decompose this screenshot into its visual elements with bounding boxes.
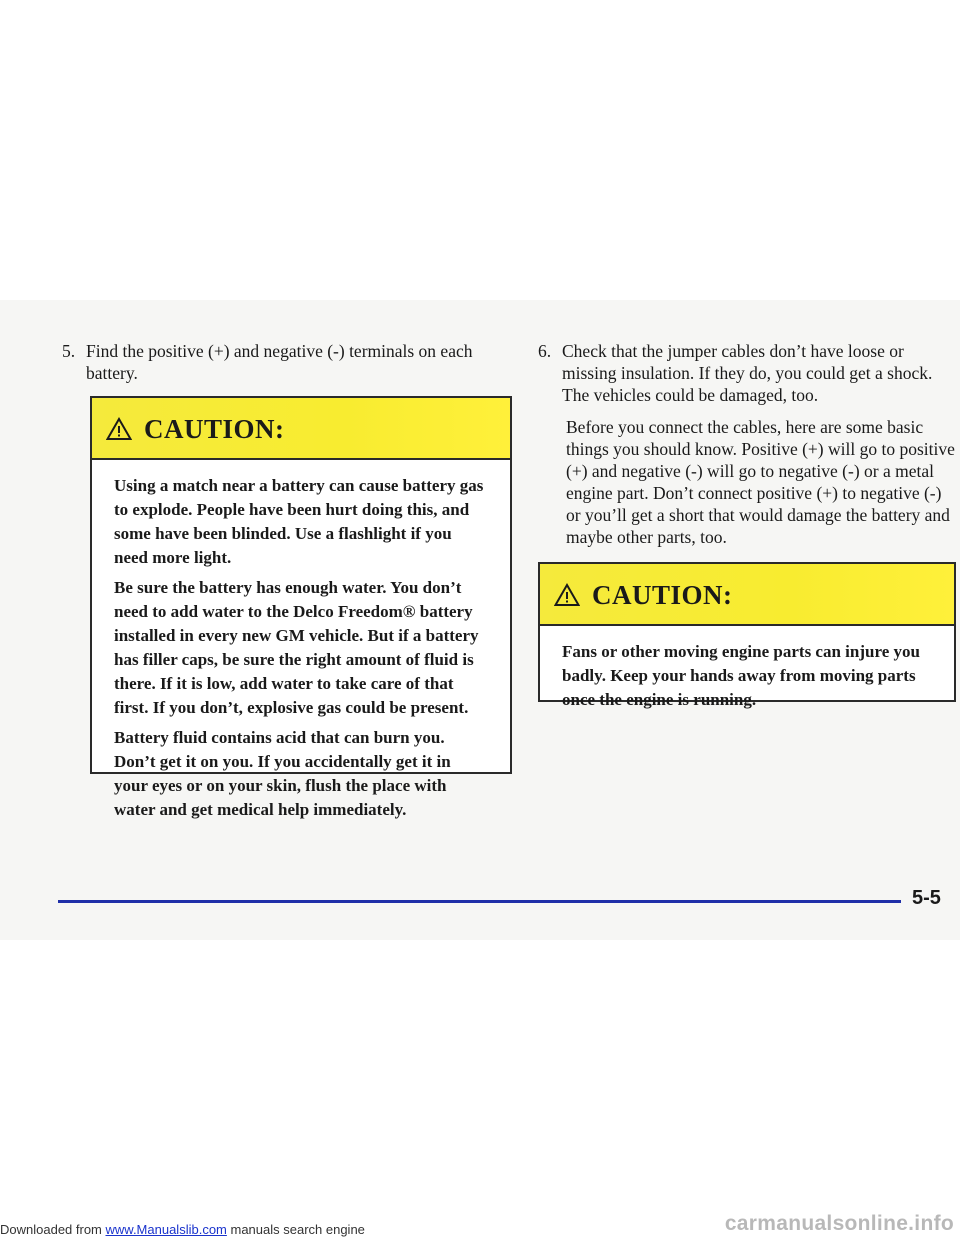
caution-title: CAUTION:	[144, 413, 285, 444]
manual-page	[0, 300, 960, 940]
cables-info-paragraph: Before you connect the cables, here are some basic things you should know. Positive (+) will go to positive (+) and negative (-) will go to negative (-) or a metal engine part. Don’t connect positive (+) to negative (-) or you’ll get a short that would damage the battery and maybe other parts, too.	[566, 417, 955, 547]
caution-body	[92, 460, 510, 842]
caution-header	[540, 564, 954, 626]
caution-box-engine-parts	[538, 562, 956, 709]
caution-paragraph: Be sure the battery has enough water. You don’t need to add water to the Delco Freedom® battery installed in every new GM vehicle. But if a battery has filler caps, be sure the right amount of fluid is there. If it is low, add water to take care of that first. If you don’t, explosive gas could be present.	[114, 578, 479, 717]
caution-paragraph: Fans or other moving engine parts can injure you badly. Keep your hands away from moving parts once the engine is running.	[562, 642, 920, 709]
step-5	[62, 340, 512, 384]
step-number: 6.	[538, 341, 552, 361]
watermark: carmanualsonline.info	[724, 1212, 954, 1235]
caution-box-battery	[90, 396, 512, 819]
step-text: Find the positive (+) and negative (-) terminals on each battery.	[86, 341, 473, 383]
right-column	[538, 340, 956, 548]
caution-title: CAUTION:	[592, 579, 733, 610]
manualslib-link[interactable]: www.Manualslib.com	[105, 1222, 227, 1237]
download-footer	[0, 1222, 365, 1237]
footer-prefix: Downloaded from	[0, 1222, 106, 1237]
warning-triangle-icon	[106, 417, 132, 441]
step-6	[538, 340, 956, 406]
caution-body	[540, 626, 954, 732]
caution-header	[92, 398, 510, 460]
step-text: Check that the jumper cables don’t have loose or missing insulation. If they do, you could get a shock. The vehicles could be damaged, too.	[562, 341, 933, 405]
left-column	[62, 340, 512, 384]
step-number: 5.	[62, 341, 76, 361]
page-number: 5-5	[912, 887, 941, 909]
page-rule	[58, 900, 901, 903]
warning-triangle-icon	[554, 583, 580, 607]
footer-suffix: manuals search engine	[226, 1222, 365, 1237]
caution-paragraph: Using a match near a battery can cause battery gas to explode. People have been hurt doing this, and some have been blinded. Use a flashlight if you need more light.	[114, 476, 484, 567]
caution-paragraph: Battery fluid contains acid that can burn you. Don’t get it on you. If you accidentally get it in your eyes or on your skin, flush the place with water and get medical help immediately.	[114, 728, 451, 819]
